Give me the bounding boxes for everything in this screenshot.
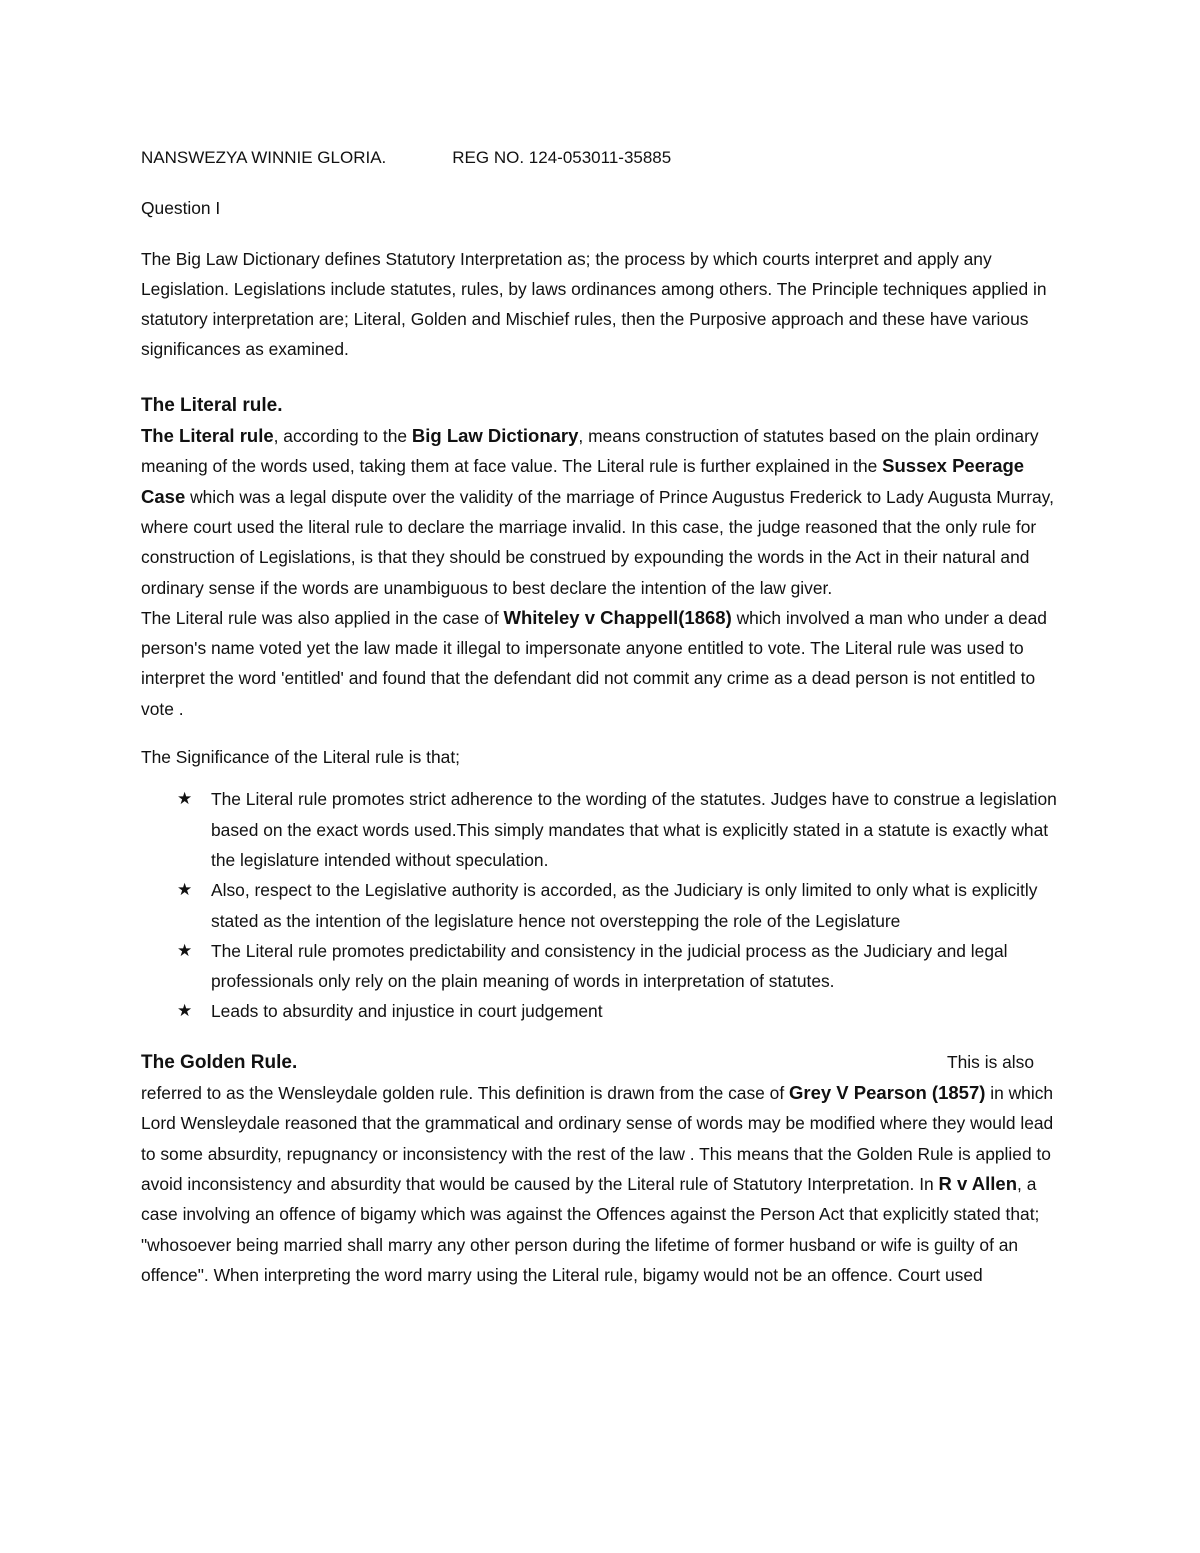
case-name: R v Allen <box>938 1172 1018 1194</box>
golden-rule-heading: The Golden Rule. <box>141 1051 298 1073</box>
list-item: ★ Leads to absurdity and injustice in court judgement <box>141 996 1061 1026</box>
question-label: Question I <box>141 198 221 219</box>
star-icon: ★ <box>177 940 193 960</box>
list-item: ★ The Literal rule promotes strict adherence to the wording of the statutes. Judges have to construe a legislation based on the exact words used.This simply mandates that what is explicitly stated in a statute is exactly what the legislature intended without speculation. <box>141 784 1061 875</box>
bold-term: Big Law Dictionary <box>411 425 579 447</box>
case-name: Grey V Pearson (1857) <box>789 1082 986 1104</box>
author-header <box>141 143 1061 173</box>
star-icon: ★ <box>177 1001 193 1021</box>
document-body <box>141 143 1061 1290</box>
golden-rule-heading-line <box>141 1047 1061 1078</box>
star-icon: ★ <box>177 880 193 900</box>
star-icon: ★ <box>177 789 193 809</box>
whiteley-case-paragraph: The Literal rule was also applied in the case of Whiteley v Chappell(1868) which involved a man who under a dead person's name voted yet the law made it illegal to impersonate anyone entitled to vote. The Literal rule was used to interpret the word 'entitled' and found that the defendant did not commit any crime as a dead person is not entitled to vote . <box>141 606 1047 719</box>
intro-paragraph: The Big Law Dictionary defines Statutory Interpretation as; the process by which courts interpret and apply any Legislation. Legislations include statutes, rules, by laws ordinances among others. The Principle techniques applied in statutory interpretation are; Literal, Golden and Mischief rules, then the Purposive approach and these have various significances as examined. <box>141 248 1047 360</box>
registration-number: REG NO. 124-053011-35885 <box>452 148 672 167</box>
significance-list <box>141 784 1061 1026</box>
list-item: ★ The Literal rule promotes predictability and consistency in the judicial process as the Judiciary and legal professionals only rely on the plain meaning of words in interpretation of statutes. <box>141 936 1061 997</box>
author-name: NANSWEZYA WINNIE GLORIA. <box>141 148 387 167</box>
golden-rule-heading-tail: This is also <box>947 1051 1034 1072</box>
golden-rule-paragraph: referred to as the Wensleydale golden rule. This definition is drawn from the case of Grey V Pearson (1857) in which Lord Wensleydale reasoned that the grammatical and ordinary sense of words may be modified where they would lead to some absurdity, repugnancy or inconsistency with the rest of the law . This means that the Golden Rule is applied to avoid inconsistency and absurdity that would be caused by the Literal rule of Statutory Interpretation. In R v Allen, a case involving an offence of bigamy which was against the Offences against the Person Act that explicitly stated that; "whosoever being married shall marry any other person during the lifetime of former husband or wife is guilty of an offence". When interpreting the word marry using the Literal rule, bigamy would not be an offence. Court used <box>141 1082 1054 1285</box>
significance-intro: The Significance of the Literal rule is that; <box>141 747 461 768</box>
case-name: Whiteley v Chappell(1868) <box>503 606 732 628</box>
literal-rule-heading: The Literal rule. <box>141 394 283 416</box>
case-name: Sussex Peerage Case <box>141 455 1025 507</box>
list-item: ★ Also, respect to the Legislative authority is accorded, as the Judiciary is only limited to only what is explicitly stated as the intention of the legislature hence not overstepping the role of the Legislature <box>141 875 1061 936</box>
bold-term: The Literal rule <box>141 425 274 447</box>
literal-rule-paragraph: The Literal rule, according to the Big Law Dictionary, means construction of statutes based on the plain ordinary meaning of the words used, taking them at face value. The Literal rule is further explained in the Sussex Peerage Case which was a legal dispute over the validity of the marriage of Prince Augustus Frederick to Lady Augusta Murray, where court used the literal rule to declare the marriage invalid. In this case, the judge reasoned that the only rule for construction of Legislations, is that they should be construed by expounding the words in the Act in their natural and ordinary sense if the words are unambiguous to best declare the intention of the law giver. <box>141 425 1054 598</box>
